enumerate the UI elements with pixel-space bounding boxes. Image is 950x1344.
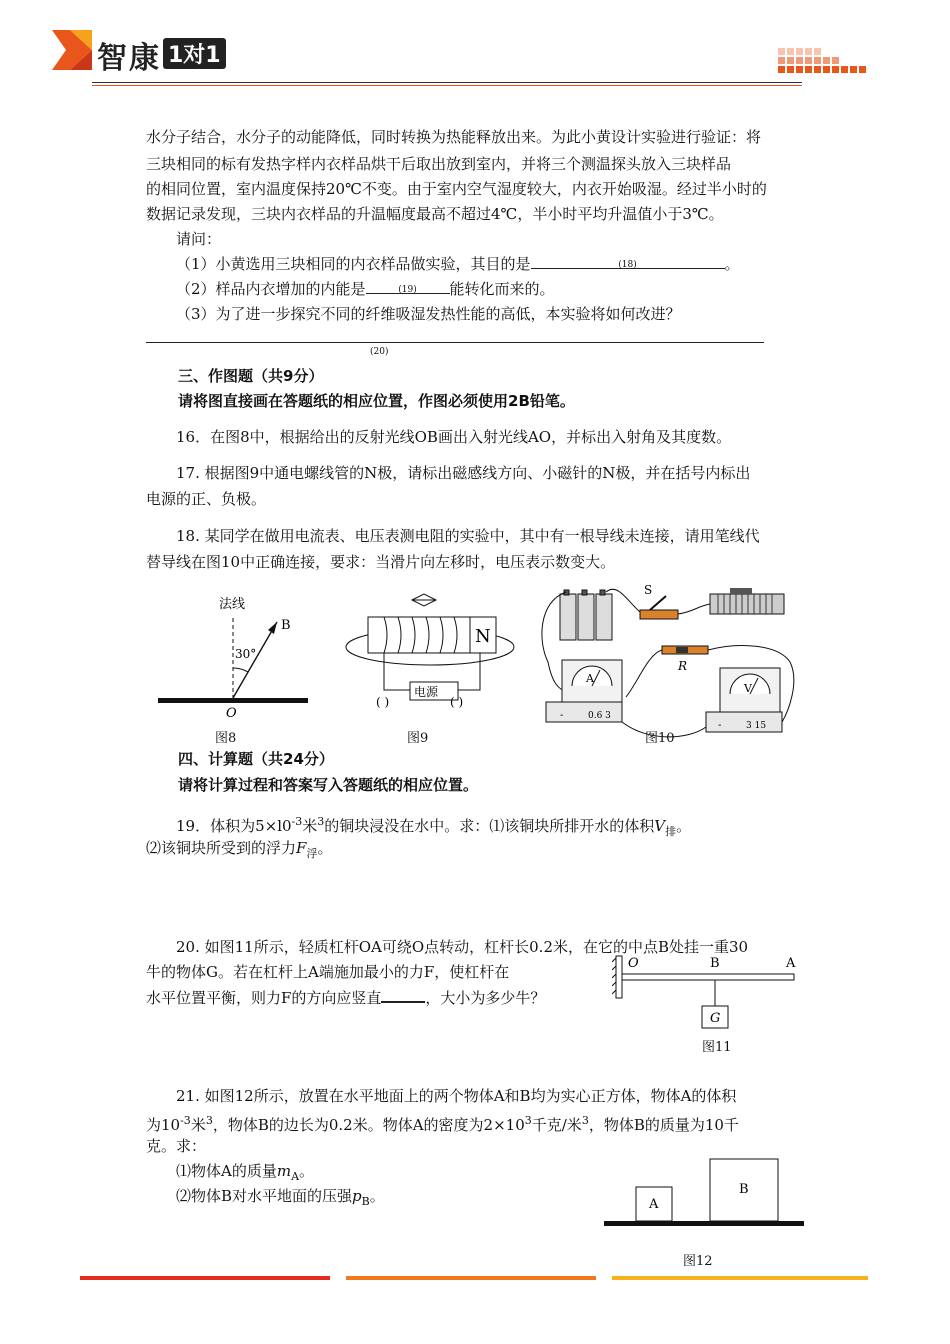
question-2-end: 能转化而来的。 [449, 280, 555, 298]
figure-8 [150, 590, 320, 740]
question-21-line-1: 21. 如图12所示，放置在水平地面上的两个物体A和B均为实心正方体，物体A的体积 [176, 1087, 737, 1105]
question-18-line-1: 18. 某同学在做用电流表、电压表测电阻的实验中，其中有一根导线未连接，请用笔线代 [176, 527, 760, 545]
question-19-line-2 [146, 838, 332, 864]
q19-symbol-V: V [654, 817, 666, 835]
wall-support [616, 956, 622, 998]
header [0, 0, 950, 95]
pole-label-N: N [475, 626, 491, 647]
q19-text-b: 的铜块浸没在水中。求：⑴该铜块所排开水的体积 [324, 817, 655, 835]
mirror-surface [158, 698, 308, 703]
blank-number-18: (18) [618, 260, 637, 270]
q21-sub1-end: 。 [299, 1162, 315, 1180]
polarity-bracket-right: ( ) [450, 695, 464, 709]
q21-exp-3: 3 [524, 1114, 532, 1127]
rheostat-icon [710, 588, 784, 614]
resistor-icon [662, 646, 708, 654]
q20-text: 水平位置平衡，则力F的方向应竖直 [146, 989, 382, 1007]
q19-exponent: -3 [291, 815, 303, 828]
normal-label: 法线 [219, 597, 246, 612]
question-20-line-1: 20. 如图11所示，轻质杠杆OA可绕O点转动，杠杆长0.2米，在它的中点B处挂一重30 [176, 938, 749, 956]
brand-suffix: 1对1 [163, 38, 226, 69]
figure-12-caption: 图12 [683, 1254, 713, 1269]
answer-blank-18[interactable] [531, 254, 725, 269]
question-17-line-2: 电源的正、负极。 [146, 490, 267, 508]
section-4-instruction: 请将计算过程和答案写入答题纸的相应位置。 [178, 776, 479, 794]
resistor-label: R [678, 659, 688, 673]
section-4-title: 四、计算题（共24分） [178, 750, 334, 768]
figure-12 [602, 1155, 807, 1230]
answer-blank-19[interactable] [366, 279, 450, 294]
header-rule [92, 82, 802, 83]
intro-line-3: 的相同位置，室内温度保持20℃不变。由于室内空气湿度较大，内衣开始吸湿。经过半小时的 [146, 180, 767, 198]
question-20-line-2: 牛的物体G。若在杠杆上A端施加最小的力F，使杠杆在 [146, 963, 510, 981]
q19-unit: 米 [302, 817, 318, 835]
q19-symbol-F: F [296, 839, 307, 857]
q19-text-a: 19．体积为5×l0 [176, 817, 292, 835]
q21-symbol-p-sub: B [361, 1195, 370, 1208]
q19-text-c: ⑵该铜块所受到的浮力 [146, 839, 297, 857]
ray-label-B: B [281, 618, 291, 633]
q21-exp-4: 3 [581, 1114, 589, 1127]
figure-11-caption: 图11 [702, 1040, 732, 1055]
q21-text-b: ，物体B的边长为0.2米。物体A的密度为2×10 [212, 1116, 525, 1134]
q21-symbol-m: m [276, 1162, 292, 1180]
figure-9-caption: 图9 [407, 731, 429, 746]
question-21-line-3: 克。求： [146, 1137, 207, 1155]
q19-symbol-V-sub: 排 [665, 825, 677, 838]
ask-label: 请问： [176, 230, 222, 248]
question-2 [176, 279, 555, 299]
intro-line-2: 三块相同的标有发热字样内衣样品烘干后取出放到室内，并将三个测温探头放入三块样品 [146, 155, 732, 173]
arrow-icon [268, 622, 277, 634]
ammeter-minus: - [560, 710, 564, 721]
question-21-line-2 [146, 1111, 739, 1135]
blank-number-20: (20) [370, 347, 389, 357]
q21-exp-1: -3 [180, 1114, 191, 1127]
q21-sub2-text: ⑵物体B对水平地面的压强 [176, 1187, 353, 1205]
power-source-label: 电源 [414, 685, 439, 699]
label-O: O [628, 956, 639, 971]
brand-name: 智康 [97, 41, 161, 76]
voltmeter-scale: 3 15 [746, 721, 767, 731]
blank-number-19: (19) [398, 285, 417, 295]
point-label-O: O [226, 706, 237, 721]
section-3-title: 三、作图题（共9分） [178, 367, 324, 385]
question-1-end: 。 [724, 255, 740, 273]
label-B: B [710, 956, 720, 971]
angle-label: 30° [235, 647, 257, 661]
label-cube-A: A [649, 1197, 659, 1212]
section-3-instruction: 请将图直接画在答题纸的相应位置，作图必须使用2B铅笔。 [178, 392, 575, 410]
switch-icon [640, 596, 678, 619]
footer-bar-yellow [612, 1276, 868, 1280]
q21-exp-2: 3 [205, 1114, 213, 1127]
question-1 [176, 254, 740, 274]
ammeter-scale: 0.6 3 [588, 711, 611, 721]
q21-sub1-text: ⑴物体A的质量 [176, 1162, 277, 1180]
footer-bar-red [80, 1276, 330, 1280]
q21-text-d: ，物体B的质量为10千 [588, 1116, 739, 1134]
voltmeter-label: V [744, 682, 752, 695]
q19-end-a: 。 [676, 817, 692, 835]
question-1-text: （1）小黄选用三块相同的内衣样品做实验，其目的是 [176, 255, 531, 273]
polarity-bracket-left: ( ) [376, 695, 390, 709]
intro-line-4: 数据记录发现，三块内衣样品的升温幅度最高不超过4℃，半小时平均升温值小于3℃。 [146, 205, 724, 223]
answer-line-20[interactable] [146, 342, 764, 343]
question-16: 16．在图8中，根据给出的反射光线OB画出入射光线AO，并标出入射角及其度数。 [176, 428, 732, 446]
footer-bar-orange [346, 1276, 596, 1280]
q21-sub2-end: 。 [369, 1187, 385, 1205]
question-18-line-2: 替导线在图10中正确连接，要求：当滑片向左移时，电压表示数变大。 [146, 553, 616, 571]
q21-symbol-p: p [352, 1187, 362, 1205]
q19-end-b: 。 [317, 839, 333, 857]
circuit-wire [384, 653, 410, 690]
q21-unit: 米 [190, 1116, 206, 1134]
q19-unit-exponent: 3 [317, 815, 325, 828]
question-21-sub-2 [176, 1186, 385, 1212]
q21-text-c: 千克/米 [531, 1116, 582, 1134]
q21-text-a: 为10 [146, 1116, 181, 1134]
header-pattern-icon [778, 48, 878, 80]
q19-symbol-F-sub: 浮 [306, 847, 318, 860]
intro-line-1: 水分子结合，水分子的动能降低，同时转换为热能释放出来。为此小黄设计实验进行验证：将 [146, 128, 762, 146]
label-cube-B: B [739, 1182, 749, 1197]
question-17-line-1: 17. 根据图9中通电螺线管的N极，请标出磁感线方向、小磁针的N极，并在括号内标出 [176, 464, 751, 482]
q21-symbol-m-sub: A [291, 1170, 300, 1183]
question-20-line-3 [146, 987, 545, 1008]
angle-arc [233, 668, 248, 672]
lever-OA [622, 974, 794, 980]
figure-8-caption: 图8 [215, 731, 237, 746]
brand-logo-icon [52, 30, 92, 70]
answer-blank-direction[interactable] [381, 987, 425, 1003]
battery-icon [560, 590, 612, 640]
question-3: （3）为了进一步探究不同的纤维吸湿发热性能的高低，本实验将如何改进？ [176, 305, 681, 323]
voltmeter-minus: - [718, 720, 722, 731]
ground-surface [604, 1221, 804, 1226]
question-2-text: （2）样品内衣增加的内能是 [176, 280, 366, 298]
switch-label: S [644, 583, 653, 597]
question-21-sub-1 [176, 1161, 314, 1187]
figure-10 [538, 582, 808, 742]
figure-10-caption: 图10 [645, 731, 675, 746]
header-rule-accent [92, 85, 802, 86]
figure-9 [340, 590, 520, 720]
ammeter-label: A [586, 672, 594, 685]
label-G: G [710, 1011, 721, 1026]
q20-text-end: ，大小为多少牛？ [425, 989, 546, 1007]
label-A: A [786, 956, 796, 971]
